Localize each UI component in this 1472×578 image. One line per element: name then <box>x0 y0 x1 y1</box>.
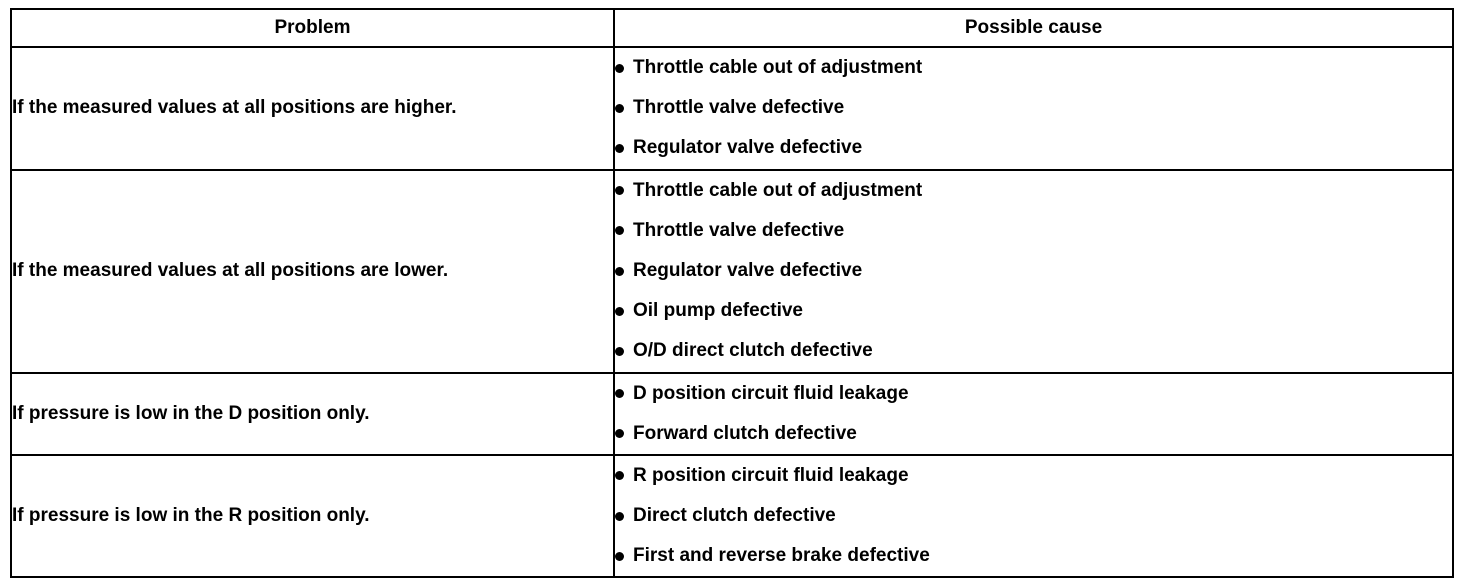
cause-item <box>615 291 1452 331</box>
cause-item <box>615 171 1452 211</box>
bullet-icon <box>615 307 624 316</box>
cause-text: Regulator valve defective <box>633 259 863 281</box>
cause-text: Direct clutch defective <box>633 505 836 527</box>
possible-cause-column-header: Possible cause <box>614 9 1453 47</box>
cause-item <box>615 374 1452 414</box>
cause-text: R position circuit fluid leakage <box>633 464 909 486</box>
table-row <box>11 373 1453 455</box>
problem-cell: If the measured values at all positions are lower. <box>11 170 614 373</box>
cause-text: D position circuit fluid leakage <box>633 382 909 404</box>
bullet-icon <box>615 64 624 73</box>
bullet-icon <box>615 552 624 561</box>
cause-text: First and reverse brake defective <box>633 545 930 567</box>
problem-cell: If pressure is low in the D position only. <box>11 373 614 455</box>
bullet-icon <box>615 347 624 356</box>
problem-column-header: Problem <box>11 9 614 47</box>
bullet-icon <box>615 104 624 113</box>
cause-item <box>615 211 1452 251</box>
cause-text: Throttle valve defective <box>633 219 845 241</box>
problem-cell: If the measured values at all positions are higher. <box>11 47 614 170</box>
bullet-icon <box>615 186 624 195</box>
cause-item <box>615 251 1452 291</box>
table-row <box>11 170 1453 373</box>
cause-text: Throttle valve defective <box>633 97 845 119</box>
bullet-icon <box>615 471 624 480</box>
cause-item <box>615 414 1452 454</box>
cause-item <box>615 456 1452 496</box>
bullet-icon <box>615 226 624 235</box>
cause-item <box>615 128 1452 168</box>
cause-item <box>615 496 1452 536</box>
cause-item <box>615 536 1452 576</box>
problem-cell: If pressure is low in the R position only. <box>11 455 614 578</box>
table-row <box>11 455 1453 578</box>
cause-item <box>615 331 1452 371</box>
troubleshooting-table <box>10 8 1454 578</box>
cause-text: Oil pump defective <box>633 300 803 322</box>
cause-text: Forward clutch defective <box>633 422 857 444</box>
header-row <box>11 9 1453 47</box>
possible-cause-cell <box>614 47 1453 170</box>
cause-text: Regulator valve defective <box>633 137 863 159</box>
cause-text: O/D direct clutch defective <box>633 340 873 362</box>
cause-item <box>615 88 1452 128</box>
bullet-icon <box>615 389 624 398</box>
bullet-icon <box>615 512 624 521</box>
possible-cause-cell <box>614 455 1453 578</box>
bullet-icon <box>615 267 624 276</box>
cause-item <box>615 48 1452 88</box>
bullet-icon <box>615 429 624 438</box>
cause-text: Throttle cable out of adjustment <box>633 57 923 78</box>
table-row <box>11 47 1453 170</box>
cause-text: Throttle cable out of adjustment <box>633 179 923 201</box>
bullet-icon <box>615 144 624 153</box>
possible-cause-cell <box>614 170 1453 373</box>
possible-cause-cell <box>614 373 1453 455</box>
